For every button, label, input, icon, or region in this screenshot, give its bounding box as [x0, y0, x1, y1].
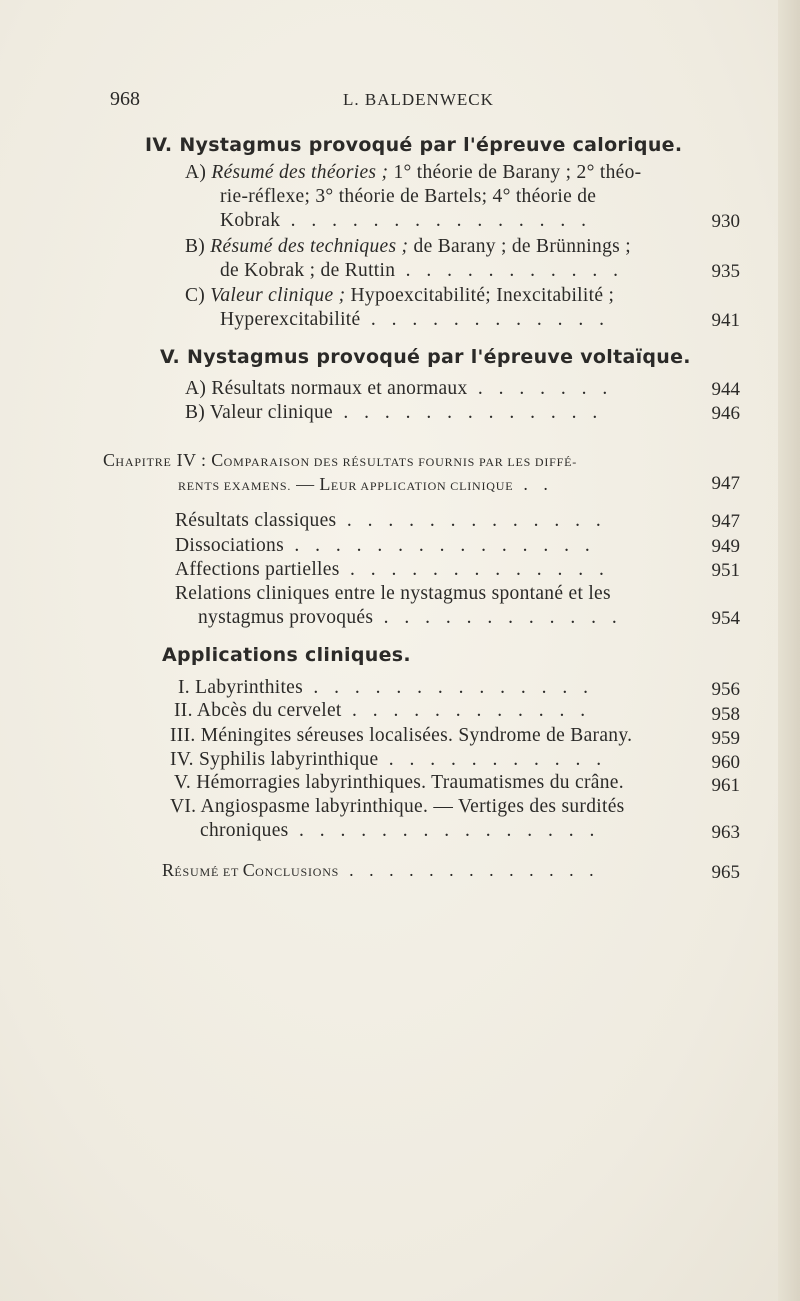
chapter-subtitle-initial: L — [319, 474, 331, 494]
toc-entry-cont — [200, 820, 600, 842]
entry-text: Abcès du cervelet — [196, 700, 342, 721]
entry-text: Hémorragies labyrinthiques. Traumatismes du crâne. — [196, 772, 624, 793]
entry-text: Labyrinthites — [195, 677, 304, 698]
page-ref: 960 — [711, 752, 740, 773]
toc-entry-cont — [198, 607, 622, 629]
toc-entry — [174, 772, 624, 794]
entry-italic: Résumé des théories ; — [211, 162, 389, 183]
toc-entry-iv-c — [185, 285, 614, 307]
applications-title: Applications cliniques. — [162, 644, 411, 666]
resume-heading — [162, 860, 599, 881]
page-ref: 958 — [711, 704, 740, 725]
leader-dots: . . . . . . . . . . . . . . . — [283, 535, 596, 556]
leader-dots: . . . . . . . . . . . — [378, 749, 607, 770]
page-ref: 941 — [711, 310, 740, 331]
toc-entry — [175, 510, 606, 532]
page-ref: 949 — [711, 536, 740, 557]
entry-text: Affections partielles — [175, 559, 340, 580]
page-ref: 947 — [711, 511, 740, 532]
entry-numeral: V. — [174, 772, 192, 793]
leader-dots: . . . . . . . . . . . . . . . — [280, 210, 592, 231]
section-iv-title: IV. Nystagmus provoqué par l'épreuve calorique. — [145, 134, 683, 156]
chapter-title: OMPARAISON DES RÉSULTATS FOURNIS PAR LES DIFFÉ- — [223, 455, 578, 469]
chapter-title-cont: RENTS EXAMENS. — [178, 479, 292, 493]
page-ref: 956 — [711, 679, 740, 700]
leader-dots: . . . . . . . . . . . — [395, 260, 624, 281]
entry-text: Dissociations — [175, 535, 284, 556]
entry-text: B) Valeur clinique — [185, 402, 334, 423]
toc-entry-v-b — [185, 402, 603, 424]
entry-italic: Résumé des techniques ; — [210, 236, 409, 257]
entry-text: A) Résultats normaux et anormaux — [185, 378, 468, 399]
dash: — — [291, 474, 320, 494]
leader-dots: . . . . . . . . . . . . . . . — [288, 820, 600, 841]
toc-entry — [170, 796, 625, 818]
toc-entry — [170, 725, 632, 747]
toc-entry-iv-a — [185, 162, 641, 184]
page-ref: 959 — [711, 728, 740, 749]
entry-numeral: VI. — [170, 796, 197, 817]
entry-text: Résultats classiques — [175, 510, 337, 531]
entry-text: Hypoexcitabilité; Inexcitabilité ; — [345, 285, 615, 306]
entry-text: Hyperexcitabilité — [220, 309, 361, 330]
page-ref: 954 — [711, 608, 740, 629]
entry-text: chroniques — [200, 820, 289, 841]
toc-entry: Relations cliniques entre le nystagmus spontané et les — [175, 583, 611, 604]
toc-entry-iv-b — [185, 236, 631, 258]
chapter-iv-heading — [103, 450, 577, 471]
section-v-title: V. Nystagmus provoqué par l'épreuve voltaïque. — [160, 346, 691, 368]
toc-entry — [174, 700, 591, 722]
entry-letter: A) — [185, 162, 207, 183]
chapter-title-initial: C — [211, 450, 224, 470]
toc-entry-iv-a-line2: rie-réflexe; 3° théorie de Bartels; 4° théorie de — [220, 186, 597, 207]
leader-dots: . . . . . . . . . . . . — [360, 309, 610, 330]
toc-entry-iv-c-line2 — [220, 309, 609, 331]
toc-entry-v-a — [185, 378, 613, 400]
page-ref: 946 — [711, 403, 740, 424]
entry-numeral: III. — [170, 725, 196, 746]
chapter-label: HAPITRE — [115, 455, 172, 469]
page-ref: 935 — [711, 261, 740, 282]
entry-text: 1° théorie de Barany ; 2° théo- — [388, 162, 642, 183]
page-number: 968 — [110, 88, 140, 110]
entry-text: Angiospasme labyrinthique. — Vertiges des surdités — [200, 796, 625, 817]
running-title: L. BALDENWECK — [343, 90, 494, 109]
toc-entry-iv-a-line3 — [220, 210, 592, 232]
page-ref: 944 — [711, 379, 740, 400]
entry-numeral: I. — [178, 677, 190, 698]
leader-dots: . . . . . . . . . . . . . — [336, 510, 607, 531]
resume-initial: R — [162, 860, 175, 880]
entry-text: de Kobrak ; de Ruttin — [220, 260, 396, 281]
resume-label: ÉSUMÉ ET — [174, 865, 243, 879]
toc-entry — [175, 559, 609, 581]
conclusions-initial: C — [242, 860, 256, 880]
page-ref: 961 — [711, 775, 740, 796]
leader-dots: . . . . . . . . . . . . — [373, 607, 623, 628]
entry-text: Syphilis labyrinthique — [199, 749, 379, 770]
leader-dots: . . — [513, 474, 554, 494]
page-ref: 930 — [711, 211, 740, 232]
leader-dots: . . . . . . . . . . . . . — [339, 860, 600, 880]
page-edge — [778, 0, 800, 1301]
page-ref: 965 — [711, 862, 740, 883]
chapter-label-initial: C — [103, 450, 116, 470]
leader-dots: . . . . . . . — [467, 378, 613, 399]
chapter-iv-heading-line2 — [178, 474, 553, 495]
conclusions-label: ONCLUSIONS — [255, 865, 340, 879]
leader-dots: . . . . . . . . . . . . — [341, 700, 591, 721]
entry-letter: C) — [185, 285, 206, 306]
entry-letter: B) — [185, 236, 206, 257]
toc-entry — [175, 535, 595, 557]
toc-entry — [178, 677, 594, 699]
toc-entry-iv-b-line2 — [220, 260, 624, 282]
entry-text: de Barany ; de Brünnings ; — [408, 236, 631, 257]
chapter-numeral: IV : — [171, 450, 212, 470]
leader-dots: . . . . . . . . . . . . . . — [303, 677, 594, 698]
entry-numeral: II. — [174, 700, 193, 721]
leader-dots: . . . . . . . . . . . . . — [339, 559, 610, 580]
page-ref: 947 — [711, 473, 740, 494]
page-ref: 951 — [711, 560, 740, 581]
chapter-subtitle: EUR APPLICATION CLINIQUE — [330, 479, 514, 493]
entry-italic: Valeur clinique ; — [210, 285, 346, 306]
entry-text: nystagmus provoqués — [198, 607, 374, 628]
entry-numeral: IV. — [170, 749, 194, 770]
leader-dots: . . . . . . . . . . . . . — [333, 402, 603, 423]
toc-entry — [170, 749, 607, 771]
entry-text: Kobrak — [220, 210, 281, 231]
entry-text: Méningites séreuses localisées. Syndrome de Barany. — [200, 725, 633, 746]
page-ref: 963 — [711, 822, 740, 843]
